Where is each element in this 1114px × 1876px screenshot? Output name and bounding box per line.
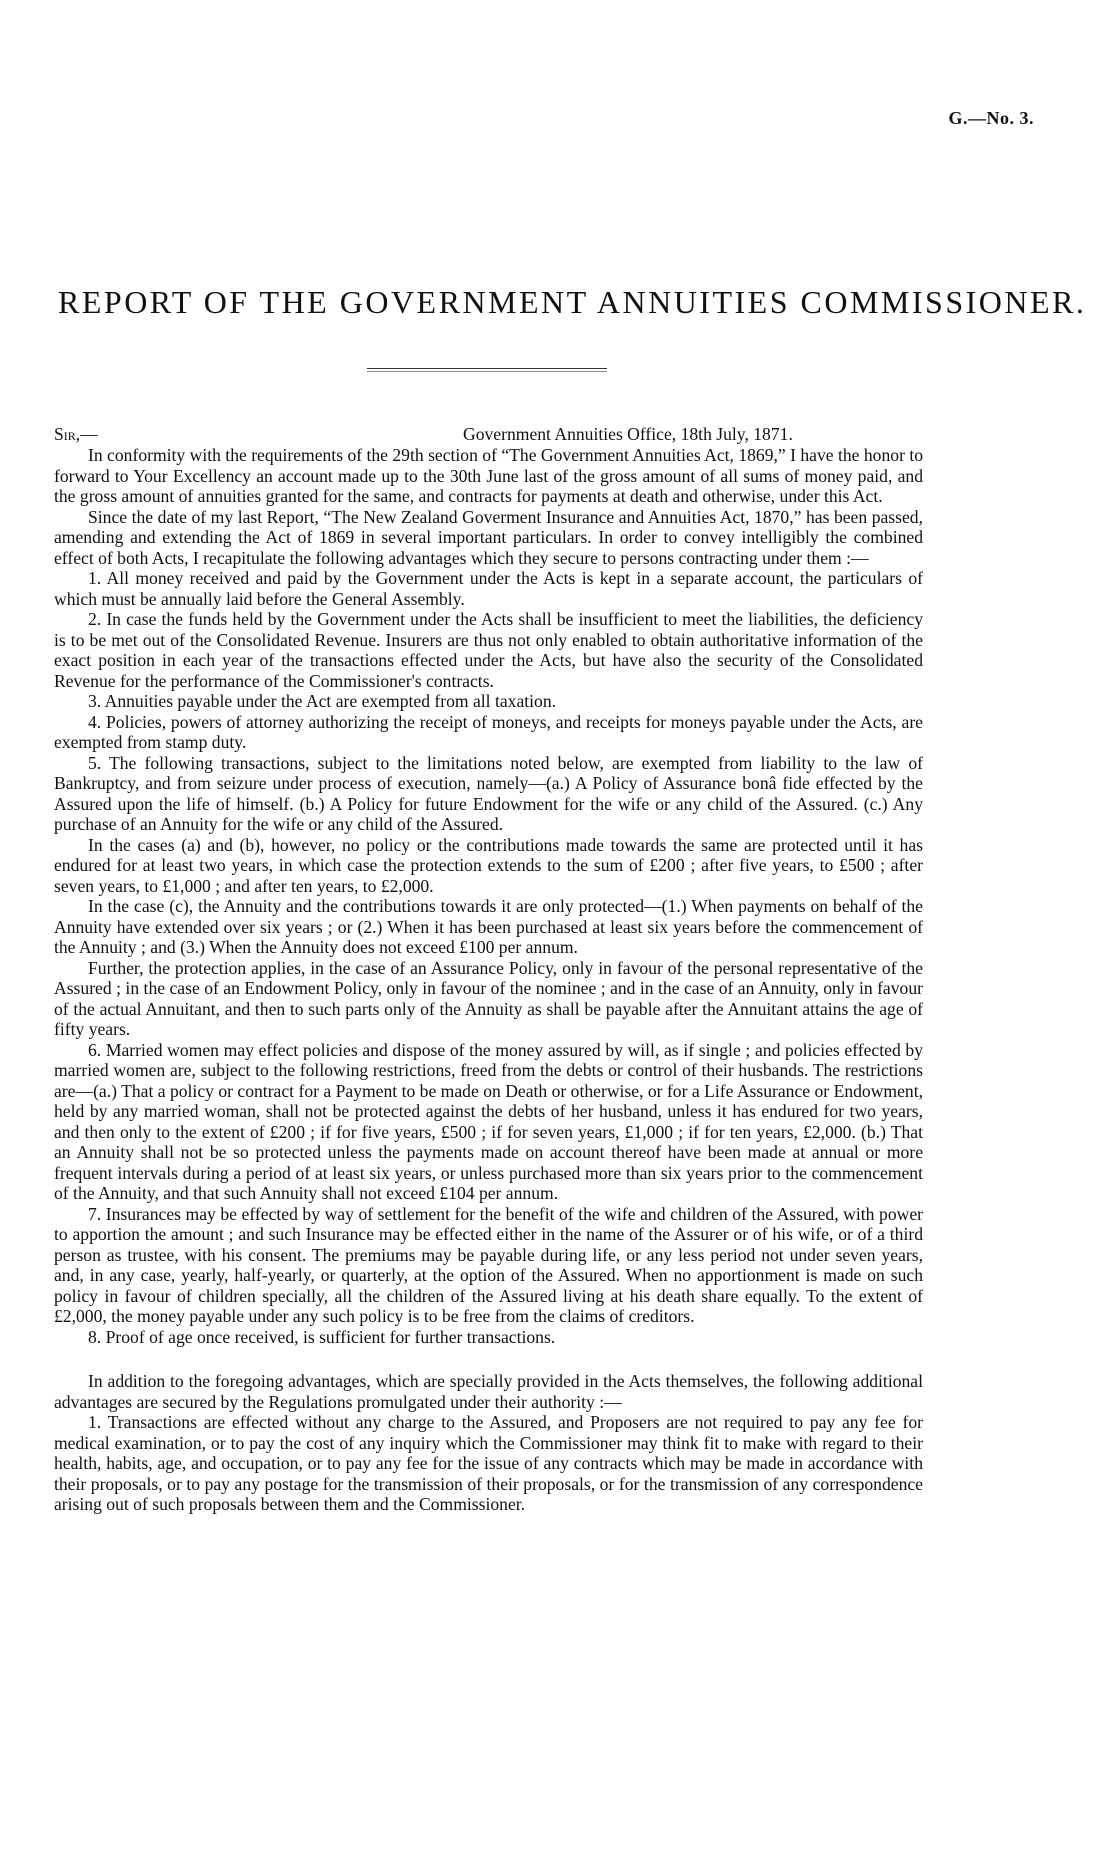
paragraph: In addition to the foregoing advantages, which are specially provided in the Acts themselves, the following additional advantages are secured by the Regulations promulgated under their authority :— — [54, 1371, 923, 1412]
paragraph: 5. The following transactions, subject to the limitations noted below, are exempted from liability to the law of Bankruptcy, and from seizure under process of execution, namely—(a.) A Policy of Assurance bonâ fide effected by the Assured upon the life of himself. (b.) A Policy for future Endowment for the wife or any child of the Assured. (c.) Any purchase of an Annuity for the wife or any child of the Assured. — [54, 752, 923, 834]
paragraph: Further, the protection applies, in the case of an Assurance Policy, only in favour of the personal representative of the Assured ; in the case of an Endowment Policy, only in favour of the nominee ; and in the case of an Annuity, only in favour of the actual Annuitant, and then to such parts only of the Annuity as shall be payable after the Annuitant attains the age of fifty years. — [54, 957, 923, 1039]
salutation: Sir,— — [54, 424, 98, 444]
paragraph: 3. Annuities payable under the Act are exempted from all taxation. — [88, 691, 557, 711]
paragraph: 1. Transactions are effected without any charge to the Assured, and Proposers are not required to pay any fee for medical examination, or to pay the cost of any inquiry which the Commissioner may think fit to make with regard to their health, habits, age, and occupation, or to pay any fee for the issue of any contracts which may be made in accordance with their proposals, or to pay any postage for the transmission of their proposals, or for the transmission of any correspondence arising out of such proposals between them and the Commissioner. — [54, 1412, 923, 1514]
salutation-line — [54, 424, 923, 445]
report-title: REPORT OF THE GOVERNMENT ANNUITIES COMMISSIONER. — [58, 284, 1087, 320]
paragraph: 2. In case the funds held by the Government under the Acts shall be insufficient to meet the liabilities, the deficiency is to be met out of the Consolidated Revenue. Insurers are thus not only enabled to obtain authoritative information of the exact position in each year of the transactions effected under the Acts, but have also the security of the Consolidated Revenue for the performance of the Commissioner's contracts. — [54, 609, 923, 691]
paragraph: 8. Proof of age once received, is sufficient for further transactions. — [88, 1326, 556, 1347]
letter-body — [54, 424, 923, 1515]
paragraph: 4. Policies, powers of attorney authorizing the receipt of moneys, and receipts for moneys payable under the Acts, are exempted from stamp duty. — [54, 711, 923, 752]
paragraph: In the cases (a) and (b), however, no policy or the contributions made towards the same are protected until it has endured for at least two years, in which case the protection extends to the sum of £200 ; after five years, to £500 ; after seven years, to £1,000 ; and after ten years, to £2,000. — [54, 834, 923, 896]
paragraph: 1. All money received and paid by the Government under the Acts is kept in a separate account, the particulars of which must be annually laid before the General Assembly. — [54, 568, 923, 609]
document-number: G.—No. 3. — [948, 108, 1034, 128]
paragraph: In the case (c), the Annuity and the contributions towards it are only protected—(1.) When payments on behalf of the Annuity have extended over six years ; or (2.) When it has been purchased at least six years before the commencement of the Annuity ; and (3.) When the Annuity does not exceed £100 per annum. — [54, 896, 923, 957]
paragraph: Since the date of my last Report, “The New Zealand Goverment Insurance and Annuities Act, 1870,” has been passed, amending and extending the Act of 1869 in several important particulars. In order to convey intelligibly the combined effect of both Acts, I recapitulate the following advantages which they secure to persons contracting under them :— — [54, 506, 923, 568]
paragraph: 7. Insurances may be effected by way of settlement for the benefit of the wife and children of the Assured, with power to apportion the amount ; and such Insurance may be effected either in the name of the Assurer or of his wife, or of a third person as trustee, with his consent. The premiums may be payable during life, or any less period not under seven years, and, in any case, yearly, half-yearly, or quarterly, at the option of the Assured. When no apportionment is made on such policy in favour of children specially, all the children of the Assured living at his death share equally. To the extent of £2,000, the money payable under any such policy is to be free from the claims of creditors. — [54, 1203, 923, 1326]
paragraph: In conformity with the requirements of the 29th section of “The Government Annuities Act, 1869,” I have the honor to forward to Your Excellency an account made up to the 30th June last of the gross amount of all sums of money paid, and the gross amount of annuities granted for the same, and contracts for payments at death and otherwise, under this Act. — [54, 445, 924, 506]
paragraph: 6. Married women may effect policies and dispose of the money assured by will, as if single ; and policies effected by married women are, subject to the following restrictions, freed from the debts or control of their husbands. The restrictions are—(a.) That a policy or contract for a Payment to be made on Death or otherwise, or for a Life Assurance or Endowment, held by any married woman, shall not be protected against the debts of her husband, unless it has endured for two years, and then only to the extent of £200 ; if for five years, £500 ; if for seven years, £1,000 ; if for ten years, £2,000. (b.) That an Annuity shall not be so protected unless the payments made on account thereof have been made at annual or more frequent intervals during a period of at least six years, or unless purchased more than six years prior to the commencement of the Annuity, and that such Annuity shall not exceed £104 per annum. — [54, 1039, 923, 1203]
office-date: Government Annuities Office, 18th July, 1871. — [463, 424, 793, 444]
title-divider — [367, 368, 607, 372]
